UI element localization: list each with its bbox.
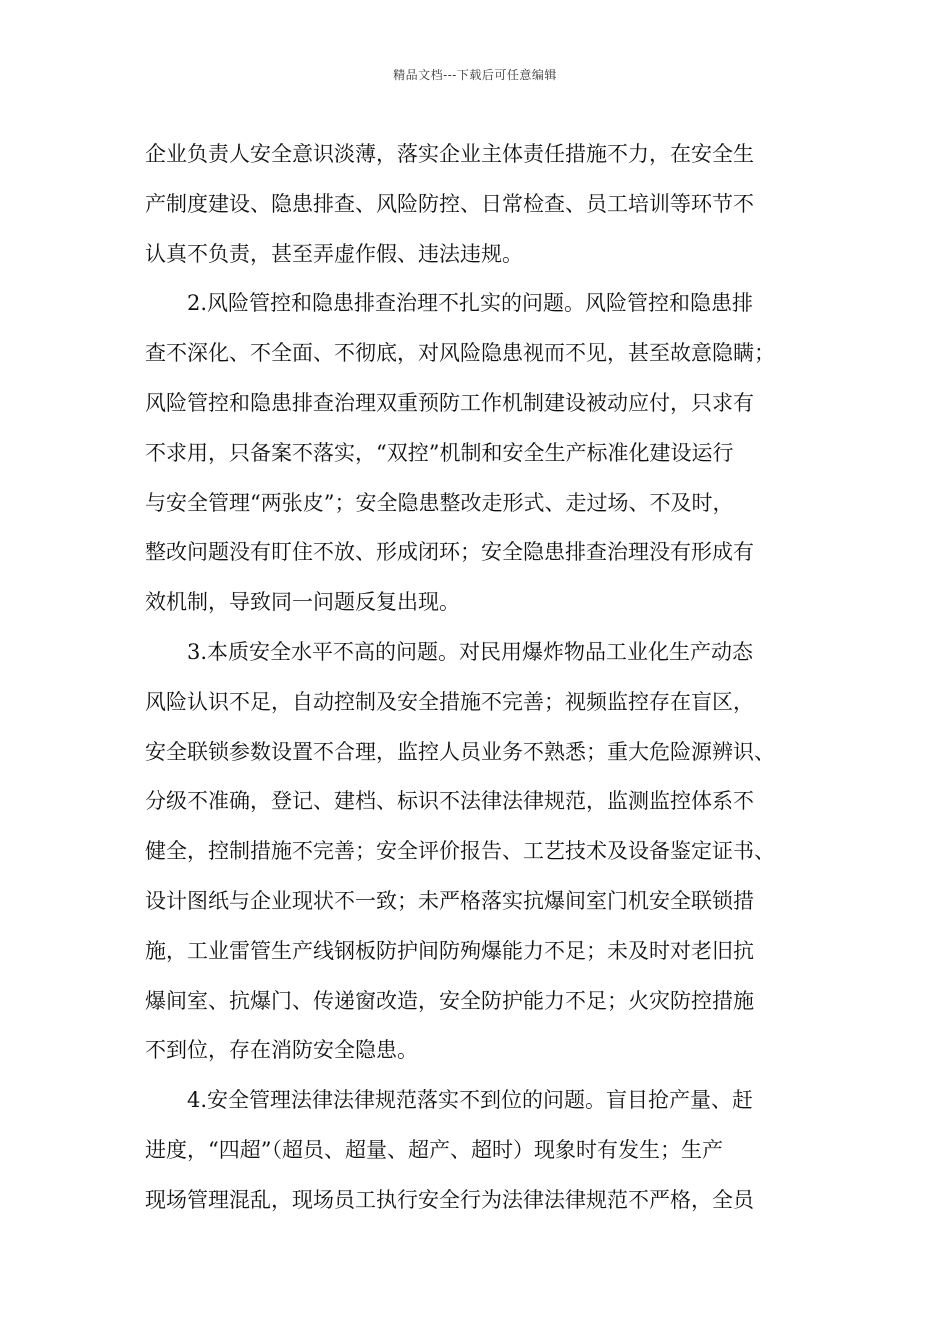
- text-line: 风险认识不足，自动控制及安全措施不完善；视频监控存在盲区，: [145, 689, 754, 714]
- text-line: 效机制，导致同一问题反复出现。: [145, 590, 460, 615]
- paragraph-start-line: 4.安全管理法律法律规范落实不到位的问题。盲目抢产量、赶: [187, 1088, 754, 1113]
- text-line: 查不深化、不全面、不彻底，对风险隐患视而不见，甚至故意隐瞒；: [145, 341, 775, 366]
- text-line: 整改问题没有盯住不放、形成闭环；安全隐患排查治理没有形成有: [145, 540, 754, 565]
- document-body: [145, 130, 805, 1226]
- text-line: 分级不准确，登记、建档、标识不法律法律规范，监测监控体系不: [145, 789, 754, 814]
- paragraph-start-line: 3.本质安全水平不高的问题。对民用爆炸物品工业化生产动态: [187, 639, 754, 664]
- text-line: 现场管理混乱，现场员工执行安全行为法律法律规范不严格，全员: [145, 1187, 754, 1212]
- text-line: 风险管控和隐患排查治理双重预防工作机制建设被动应付，只求有: [145, 390, 754, 415]
- text-line: 健全，控制措施不完善；安全评价报告、工艺技术及设备鉴定证书、: [145, 839, 775, 864]
- text-line: 设计图纸与企业现状不一致；未严格落实抗爆间室门机安全联锁措: [145, 888, 754, 913]
- text-line: 产制度建设、隐患排查、风险防控、日常检查、员工培训等环节不: [145, 191, 754, 216]
- text-line: 安全联锁参数设置不合理，监控人员业务不熟悉；重大危险源辨识、: [145, 739, 775, 764]
- text-line: 与安全管理“两张皮”；安全隐患整改走形式、走过场、不及时，: [145, 490, 734, 515]
- text-line: 企业负责人安全意识淡薄，落实企业主体责任措施不力，在安全生: [145, 142, 754, 166]
- text-line: 施，工业雷管生产线钢板防护间防殉爆能力不足；未及时对老旧抗: [145, 938, 754, 963]
- text-line: 不求用，只备案不落实，“双控”机制和安全生产标准化建设运行: [145, 440, 734, 465]
- text-line: 爆间室、抗爆门、传递窗改造，安全防护能力不足；火灾防控措施: [145, 988, 754, 1013]
- paragraph-start-line: 2.风险管控和隐患排查治理不扎实的问题。风险管控和隐患排: [187, 291, 754, 316]
- text-line: 不到位，存在消防安全隐患。: [145, 1038, 418, 1063]
- page-header: 精品文档---下载后可任意编辑: [393, 68, 557, 82]
- text-line: 进度，“四超”（超员、超量、超产、超时）现象时有发生；生产: [145, 1137, 723, 1162]
- text-line: 认真不负责，甚至弄虚作假、违法违规。: [145, 241, 523, 266]
